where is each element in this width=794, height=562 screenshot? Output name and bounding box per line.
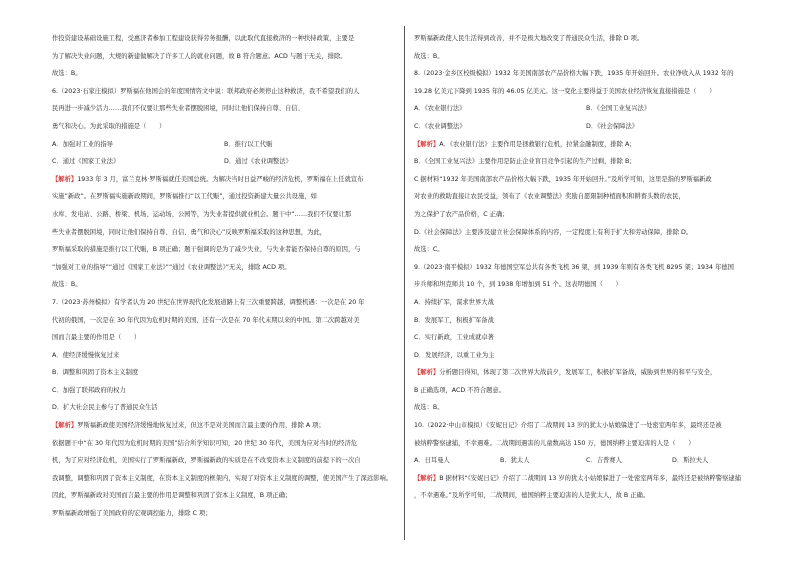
question-10-stem: 被纳粹警察逮捕，不幸遇难。二战期间遇害的儿童数高达 150 万，德国纳粹主要迫害的人是（ ） <box>414 439 695 447</box>
option-b: B．发展军工，积极扩军备战 <box>414 316 494 324</box>
text-line: 作投资建设基础设施工程，受惠济者参加工程建设获得劳务报酬，以此取代直接救济的一种扶持政策，主要是 <box>52 35 355 42</box>
analysis-tag: 【解析】 <box>52 422 78 430</box>
answer-line: 故选：C。 <box>414 246 444 254</box>
analysis-line: 【解析】罗斯福新政使美国经济缓慢地恢复过来，但这不是对美国而言最主要的作用，排除 A 项； <box>52 422 325 430</box>
question-10-options <box>414 452 758 470</box>
option-b: B．调整和巩固了资本主义制度 <box>52 369 139 377</box>
option-b: B．推行以工代赈 <box>224 140 273 148</box>
option-a: A．日耳曼人 <box>414 457 450 465</box>
text-line: 罗斯福新政使人民生活得到改善，并不是极大地改变了普通民众生活，排除 D 项。 <box>414 35 644 42</box>
option-c: C．实行新政，工业成就卓著 <box>414 334 494 342</box>
analysis-line: 【解析】A．《农业银行法》主要作用是拯救银行危机，拉紧金融制度，排除 A； <box>414 140 636 148</box>
option-a: A．《农业银行法》 <box>414 105 466 113</box>
option-c: C．《农业调整法》 <box>414 122 466 130</box>
question-6-options <box>52 136 396 154</box>
analysis-line: 依据题干中“在 30 年代因为危机时期的美国”结合所学知识可知，20 世纪 30 年代，美国为应对当时的经济危 <box>52 439 358 447</box>
option-d: D．扩大社会民主参与了普通民众生活 <box>52 404 158 412</box>
analysis-line: 我调整，调整和巩固了资本主义制度，在资本主义制度的框架内，实现了对资本主义制度的调整，使美国产生了深远影响。 <box>52 474 393 482</box>
option-b: B．《全国工业复兴法》 <box>586 105 651 113</box>
option-c: C．通过《国家工业法》 <box>52 158 120 166</box>
analysis-line: 【解析】分析题目得知，体现了第二次世界大战前夕，发展军工，积极扩军备战，威胁到世界的和平与安全， <box>414 369 717 377</box>
question-7-stem: 代初的俄国，一次是在 30 年代因为危机时期的美国，还有一次是在 70 年代末期以来的中国。第二次跨越对美 <box>52 316 360 324</box>
option-c: C．加强了联邦政府的权力 <box>52 386 126 394</box>
analysis-tag: 【解析】 <box>414 474 440 482</box>
option-d: D．《社会保障法》 <box>586 122 639 130</box>
text-line: 为了解决失业问题，大规的新建做解决了许多工人的就业问题，故 B 符合题意。ACD 与题干无关，排除。 <box>52 52 347 60</box>
analysis-line: 因此，罗斯福新政对美国而言最主要的作用是调整和巩固了资本主义制度，B 项正确； <box>52 492 292 500</box>
question-8-options <box>414 118 758 136</box>
question-6-stem: 6.（2023·石家庄模拟）罗斯福在他国会的年度国情咨文中说：联邦政府必须停止这种救济，我不希望我们的人 <box>52 87 360 95</box>
analysis-line: 【解析】1933 年 3 月，富兰克林·罗斯福就任美国总统。为解决当时日益严峻的经济危机，罗斯福在上任就宣布 <box>52 175 364 183</box>
question-9-stem: 步兵师和坦克师共 10 个，到 1938 年增加到 51 个。这表明德国（ ） <box>414 281 622 289</box>
option-d: D．斯拉夫人 <box>672 457 709 465</box>
option-a: A．加强对工业的指导 <box>52 140 113 148</box>
analysis-line: 些失业者摆脱困境，同时让他们保持自尊、自信、勇气和决心”反映罗斯福采取的这种思想，为此， <box>52 228 327 236</box>
right-column <box>414 30 758 505</box>
analysis-tag: 【解析】 <box>414 369 440 377</box>
analysis-line: D.《社会保障法》主要涉及建立社会保障体系的内容，一定程度上有利于扩大和劳动保障，排除 D。 <box>414 228 693 236</box>
analysis-line: 【解析】B 据材料“《安妮日记》介绍了二战期间 13 岁的犹太小姑娘躲进了一处密室两年多，最终还是被纳粹警察逮捕 <box>414 474 741 482</box>
left-column <box>52 30 396 523</box>
answer-line: 故选：B。 <box>414 404 444 412</box>
analysis-line: 罗斯福新政增强了美国政府的宏观调控能力，排除 C 项； <box>52 510 212 518</box>
column-divider <box>404 26 405 540</box>
option-a: A．持续扩军，谋求世界大战 <box>414 298 494 306</box>
question-6-stem: 勇气和决心。为此采取的措施是（ ） <box>52 122 166 130</box>
analysis-line: C 据材料“1932 年美国南部农产品价格大幅下跌，1935 年开始回升。”及所学可知，这里是指的罗斯福新政 <box>414 175 712 183</box>
analysis-line: 为之保护了农产品价格，C 正确； <box>414 210 509 218</box>
answer-line: 故选：B。 <box>52 70 82 78</box>
analysis-tag: 【解析】 <box>52 175 78 183</box>
question-7-stem: 国而言最主要的作用是（ ） <box>52 334 141 342</box>
question-6-stem: 民再进一步减少活力……我们不仅要让那些失业者摆脱困境，同时让他们保持自尊、自信、 <box>52 105 304 113</box>
question-8-stem: 19.28 亿美元下降到 1935 年的 46.05 亿美元。这一变化主要得益于美国农业经济恢复直接措施是（ ） <box>414 87 716 95</box>
option-d: D．通过《农业调整法》 <box>224 158 292 166</box>
answer-line: 故选：B。 <box>414 52 444 60</box>
question-8-options <box>414 100 758 118</box>
analysis-line: B．《全国工业复兴法》主要作用是防止企业盲目竞争引起的生产过剩，排除 B； <box>414 158 636 166</box>
analysis-line: “加强对工业的指导”“通过《国家工业法》”“通过《农业调整法》”无关，排除 ACD 项。 <box>52 263 291 271</box>
question-8-stem: 8.（2023·金乡区校级模拟）1932 年美国南部农产品价格大幅下跌，1935 年开始回升。农业净收入从 1932 年的 <box>414 70 734 78</box>
analysis-line: 机，为了应对经济危机，美国实行了罗斯福新政，罗斯福新政的实质是在不改变资本主义制度的前提下的一次自 <box>52 457 361 465</box>
question-9-stem: 9.（2023·南平模拟）1932 年德国空军总共有各类飞机 36 架，到 1939 年则有各类飞机 8295 架；1934 年德国 <box>414 263 734 271</box>
question-6-options <box>52 153 396 171</box>
analysis-line: ，不幸遇难。”及所学可知，二战期间，德国纳粹主要迫害的人是犹太人，故 B 正确。 <box>414 492 650 500</box>
analysis-tag: 【解析】 <box>414 140 440 148</box>
option-b: B．犹太人 <box>500 457 530 465</box>
question-7-stem: 7.（2023·苏州模拟）有学者认为 20 世纪在世界现代化发展道路上有三次重要跨越，调整机遇：一次是在 20 年 <box>52 298 365 306</box>
analysis-line: 对农业的救助直接让农民受益，领布了《农业调整法》奖励自愿限制种植面积和耕畜头数的农民， <box>414 193 685 201</box>
option-c: C．吉普赛人 <box>586 457 622 465</box>
analysis-line: B 正确选项，ACD 不符合题意。 <box>414 386 506 394</box>
analysis-line: 罗斯福采取的措施是推行以工代赈，B 项正确；题干强调的是为了减少失业，与失业者能否保持自尊的原因，与 <box>52 246 361 254</box>
option-a: A．使经济缓慢恢复过来 <box>52 351 120 359</box>
analysis-line: 实施“新政”。在罗斯福实施新政期间，罗斯福推行“以工代赈”，通过投资新建大量公共设施，如 <box>52 193 317 201</box>
answer-line: 故选：B。 <box>52 281 82 289</box>
question-10-stem: 10.（2022·中山市模拟）《安妮日记》介绍了二战期间 13 岁的犹太小姑娘躲进了一处密室两年多，最终还是被 <box>414 422 722 430</box>
option-d: D．发展经济，以重工业为主 <box>414 351 495 359</box>
analysis-line: 水库、发电站、公路、桥梁、机场、运动场、公园等，为失业者提供就业机会。题干中“……我们不仅要让那 <box>52 210 352 218</box>
